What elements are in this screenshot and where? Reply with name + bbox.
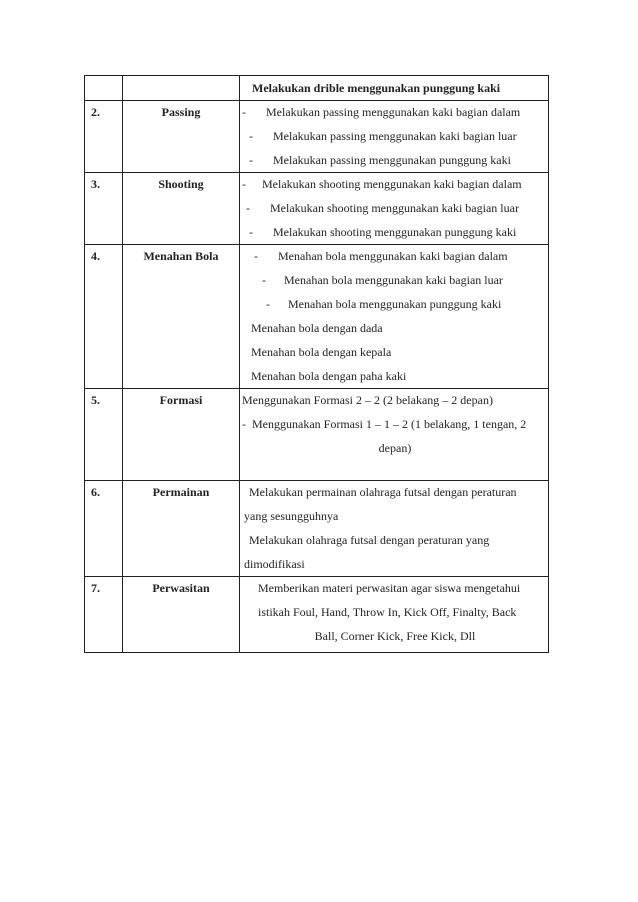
table-row xyxy=(85,245,549,389)
table-row xyxy=(85,389,549,481)
row-topic: Perwasitan xyxy=(123,577,240,653)
description-line: Menahan bola dengan kepala xyxy=(251,345,392,359)
row-number: 3. xyxy=(85,173,123,245)
description-line: - Menahan bola menggunakan kaki bagian dalam xyxy=(254,249,508,263)
description-line: Melakukan drible menggunakan punggung kaki xyxy=(252,81,501,95)
row-description xyxy=(240,577,549,653)
description-line: Memberikan materi perwasitan agar siswa mengetahui xyxy=(258,581,521,595)
description-line: Ball, Corner Kick, Free Kick, Dll xyxy=(314,629,476,643)
table-row xyxy=(85,481,549,577)
training-material-table xyxy=(84,75,549,653)
description-line: istikah Foul, Hand, Throw In, Kick Off, Finalty, Back xyxy=(258,605,517,619)
row-topic: Formasi xyxy=(123,389,240,481)
row-spacer xyxy=(242,460,548,480)
description-line: - Melakukan passing menggunakan kaki bagian dalam xyxy=(242,105,521,119)
row-description xyxy=(240,101,549,173)
description-line: - Melakukan passing menggunakan kaki bagian luar xyxy=(249,129,517,143)
row-topic: Passing xyxy=(123,101,240,173)
row-number: 7. xyxy=(85,577,123,653)
description-line: - Melakukan shooting menggunakan kaki bagian luar xyxy=(246,201,519,215)
table-row xyxy=(85,577,549,653)
description-line: - Melakukan passing menggunakan punggung kaki xyxy=(249,153,511,167)
row-topic xyxy=(123,76,240,101)
description-line: dimodifikasi xyxy=(244,557,305,571)
row-number: 2. xyxy=(85,101,123,173)
row-number xyxy=(85,76,123,101)
row-topic: Permainan xyxy=(123,481,240,577)
row-topic: Shooting xyxy=(123,173,240,245)
description-line: yang sesungguhnya xyxy=(244,509,339,523)
description-line: Menahan bola dengan paha kaki xyxy=(251,369,407,383)
row-description xyxy=(240,481,549,577)
row-topic: Menahan Bola xyxy=(123,245,240,389)
description-line: - Menahan bola menggunakan kaki bagian luar xyxy=(262,273,503,287)
row-description xyxy=(240,76,549,101)
description-line: Menggunakan Formasi 2 – 2 (2 belakang – 2 depan) xyxy=(242,393,493,407)
table-row xyxy=(85,76,549,101)
description-line: - Menggunakan Formasi 1 – 1 – 2 (1 belakang, 1 tengan, 2 xyxy=(242,417,527,431)
row-number: 6. xyxy=(85,481,123,577)
description-line: - Menahan bola menggunakan punggung kaki xyxy=(266,297,502,311)
description-line: Melakukan olahraga futsal dengan peraturan yang xyxy=(249,533,490,547)
row-description xyxy=(240,389,549,481)
row-number: 4. xyxy=(85,245,123,389)
description-line: depan) xyxy=(378,441,412,455)
description-line: - Melakukan shooting menggunakan kaki bagian dalam xyxy=(242,177,522,191)
description-line: - Melakukan shooting menggunakan punggung kaki xyxy=(249,225,517,239)
row-description xyxy=(240,245,549,389)
row-number: 5. xyxy=(85,389,123,481)
row-description xyxy=(240,173,549,245)
description-line: Menahan bola dengan dada xyxy=(251,321,383,335)
table-row xyxy=(85,101,549,173)
table-row xyxy=(85,173,549,245)
description-line: Melakukan permainan olahraga futsal dengan peraturan xyxy=(249,485,517,499)
